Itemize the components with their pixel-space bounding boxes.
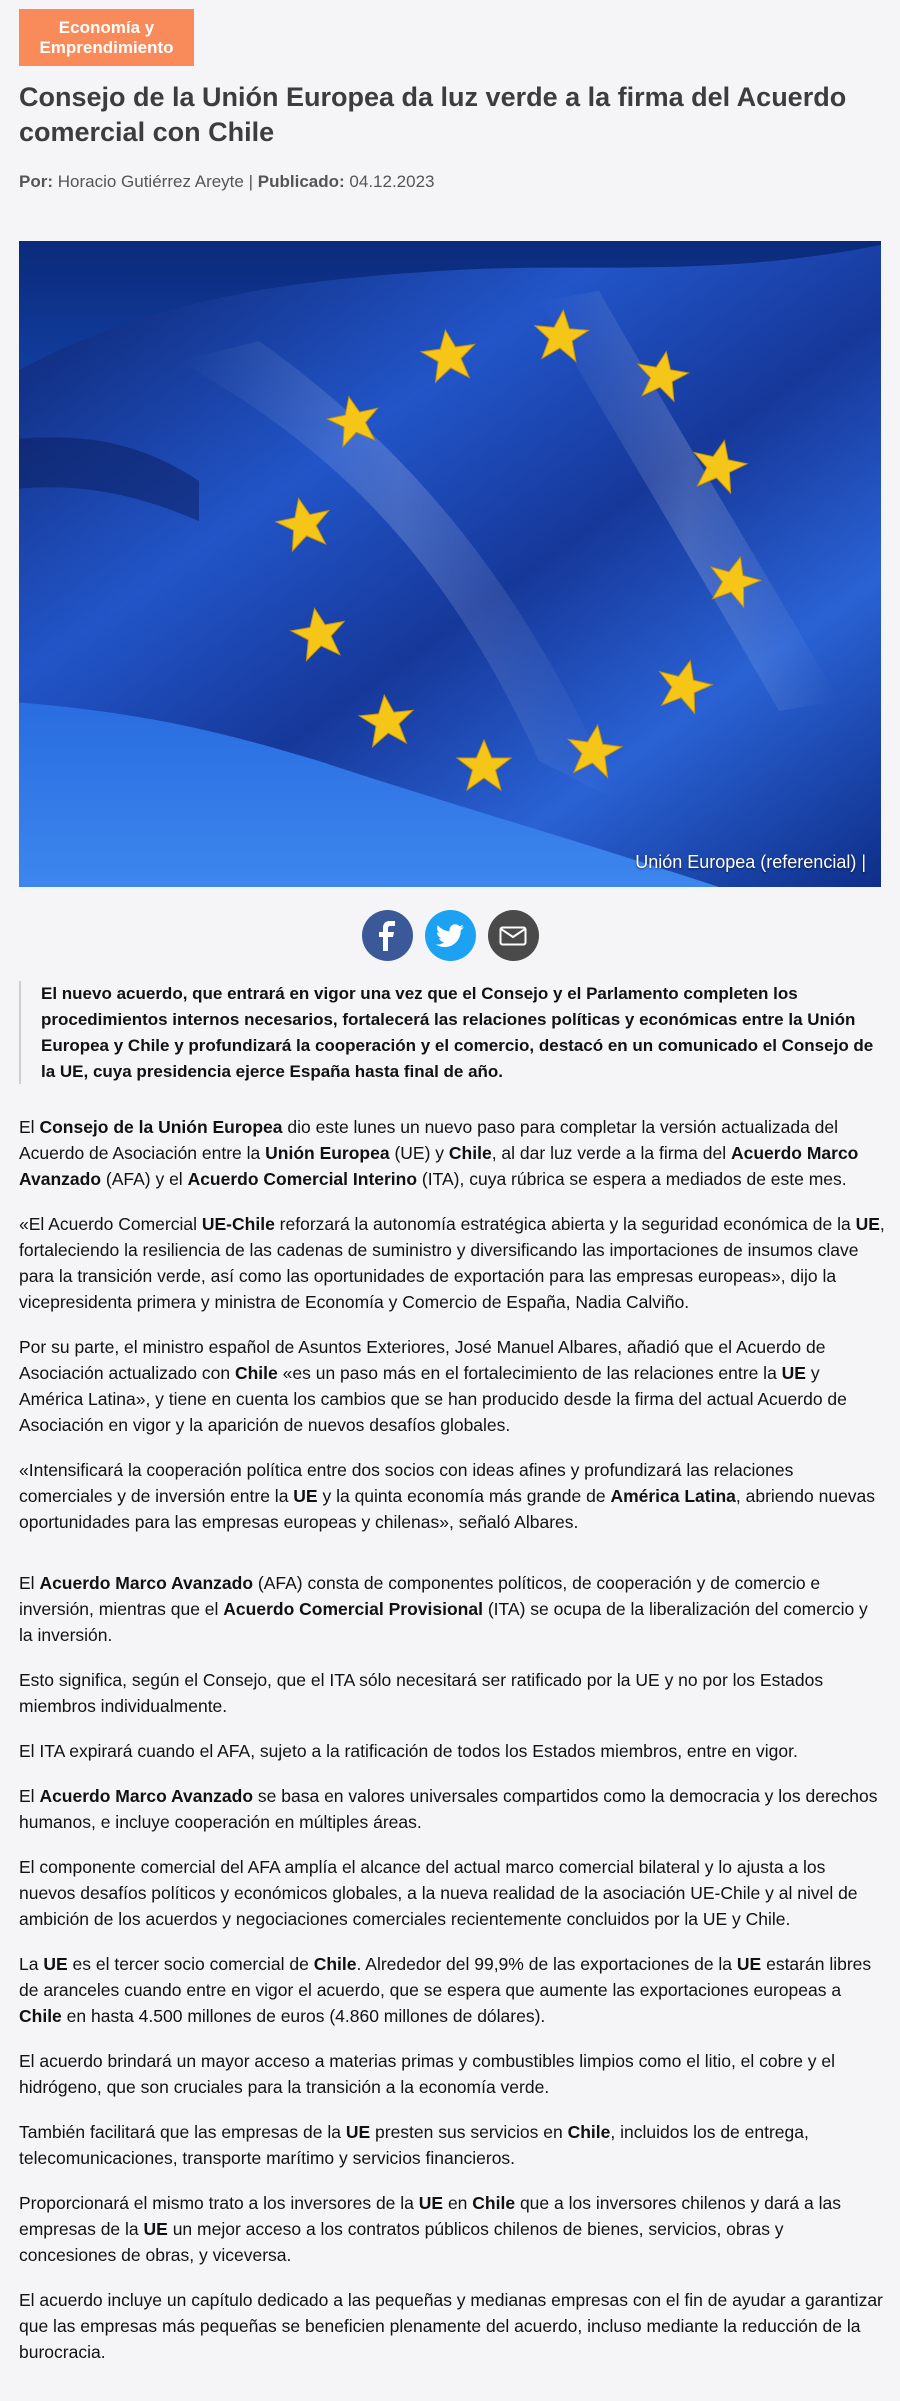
byline bbox=[19, 172, 435, 192]
body-paragraph-13: Proporcionará el mismo trato a los inversores de la UE en Chile que a los inversores chilenos y dará a las empresas de la UE un mejor acceso a los contratos públicos chilenos de bienes, servicios, obras y concesiones de obras, y viceversa. bbox=[19, 2193, 841, 2265]
body-paragraph-6: Esto significa, según el Consejo, que el ITA sólo necesitará ser ratificado por la UE y no por los Estados miembros individualmente. bbox=[19, 1670, 824, 1716]
article-body bbox=[19, 1114, 885, 2384]
share-twitter-button[interactable] bbox=[425, 910, 476, 961]
email-icon bbox=[499, 926, 527, 946]
lead-paragraph: El nuevo acuerdo, que entrará en vigor una vez que el Consejo y el Parlamento completen los procedimientos internos necesarios, fortalecerá las relaciones políticas y económicas entre la Unión Europea y Chile y profundizará la cooperación y el comercio, destacó en un comunicado el Consejo de la UE, cuya presidencia ejerce España hasta final de año. bbox=[19, 981, 881, 1084]
body-paragraph-14: El acuerdo incluye un capítulo dedicado a las pequeñas y medianas empresas con el fin de ayudar a garantizar que las empresas más pequeñas se beneficien plenamente del acuerdo, incluso mediante la reducción de la burocracia. bbox=[19, 2290, 883, 2362]
category-badge[interactable]: Economía y Emprendimiento bbox=[19, 9, 194, 66]
byline-published-label: Publicado: bbox=[257, 172, 345, 191]
body-paragraph-11: El acuerdo brindará un mayor acceso a materias primas y combustibles limpios como el litio, el cobre y el hidrógeno, que son cruciales para la transición a la economía verde. bbox=[19, 2051, 836, 2097]
body-paragraph-7: El ITA expirará cuando el AFA, sujeto a la ratificación de todos los Estados miembros, entre en vigor. bbox=[19, 1741, 798, 1761]
body-paragraph-8: El Acuerdo Marco Avanzado se basa en valores universales compartidos como la democracia y los derechos humanos, e incluye cooperación en múltiples áreas. bbox=[19, 1786, 878, 1832]
hero-image bbox=[19, 241, 881, 887]
facebook-icon bbox=[375, 921, 399, 951]
share-facebook-button[interactable] bbox=[362, 910, 413, 961]
body-paragraph-3: Por su parte, el ministro español de Asuntos Exteriores, José Manuel Albares, añadió que el Acuerdo de Asociación actualizado con Chile «es un paso más en el fortalecimiento de las relaciones entre la UE y América Latina», y tiene en cuenta los cambios que se han producido desde la firma del actual Acuerdo de Asociación en vigor y la aparición de nuevos desafíos globales. bbox=[19, 1337, 847, 1435]
share-email-button[interactable] bbox=[488, 910, 539, 961]
byline-author[interactable]: Horacio Gutiérrez Areyte bbox=[57, 172, 244, 191]
byline-by-label: Por: bbox=[19, 172, 53, 191]
body-paragraph-2: «El Acuerdo Comercial UE-Chile reforzará la autonomía estratégica abierta y la seguridad económica de la UE, fortaleciendo la resiliencia de las cadenas de suministro y diversificando las importaciones de insumos clave para la transición verde, así como las oportunidades de exportación para las empresas europeas», dijo la vicepresidenta primera y ministra de Economía y Comercio de España, Nadia Calviño. bbox=[19, 1214, 885, 1312]
article-title: Consejo de la Unión Europea da luz verde a la firma del Acuerdo comercial con Chile bbox=[19, 82, 847, 147]
image-caption: Unión Europea (referencial) | bbox=[635, 852, 866, 872]
eu-flag-photo bbox=[19, 241, 881, 887]
byline-separator: | bbox=[248, 172, 254, 191]
body-paragraph-10: La UE es el tercer socio comercial de Chile. Alrededor del 99,9% de las exportaciones de la UE estarán libres de aranceles cuando entre en vigor el acuerdo, que se espera que aumente las exportaciones europeas a Chile en hasta 4.500 millones de euros (4.860 millones de dólares). bbox=[19, 1954, 872, 2026]
byline-date: 04.12.2023 bbox=[349, 172, 435, 191]
body-paragraph-5: El Acuerdo Marco Avanzado (AFA) consta de componentes políticos, de cooperación y de comercio e inversión, mientras que el Acuerdo Comercial Provisional (ITA) se ocupa de la liberalización del comercio y la inversión. bbox=[19, 1573, 868, 1645]
twitter-icon bbox=[436, 924, 464, 948]
body-paragraph-4: «Intensificará la cooperación política entre dos socios con ideas afines y profundizará las relaciones comerciales y de inversión entre la UE y la quinta economía más grande de América Latina, abriendo nuevas oportunidades para las empresas europeas y chilenas», señaló Albares. bbox=[19, 1460, 876, 1532]
body-paragraph-12: También facilitará que las empresas de la UE presten sus servicios en Chile, incluidos los de entrega, telecomunicaciones, transporte marítimo y servicios financieros. bbox=[19, 2122, 809, 2168]
share-bar bbox=[0, 910, 900, 961]
body-paragraph-1: El Consejo de la Unión Europea dio este lunes un nuevo paso para completar la versión actualizada del Acuerdo de Asociación entre la Unión Europea (UE) y Chile, al dar luz verde a la firma del Acuerdo Marco Avanzado (AFA) y el Acuerdo Comercial Interino (ITA), cuya rúbrica se espera a mediados de este mes. bbox=[19, 1117, 859, 1189]
body-paragraph-9: El componente comercial del AFA amplía el alcance del actual marco comercial bilateral y lo ajusta a los nuevos desafíos políticos y económicos globales, a la nueva realidad de la asociación UE-Chile y al nivel de ambición de los acuerdos y negociaciones comerciales recientemente concluidos por la UE y Chile. bbox=[19, 1857, 858, 1929]
